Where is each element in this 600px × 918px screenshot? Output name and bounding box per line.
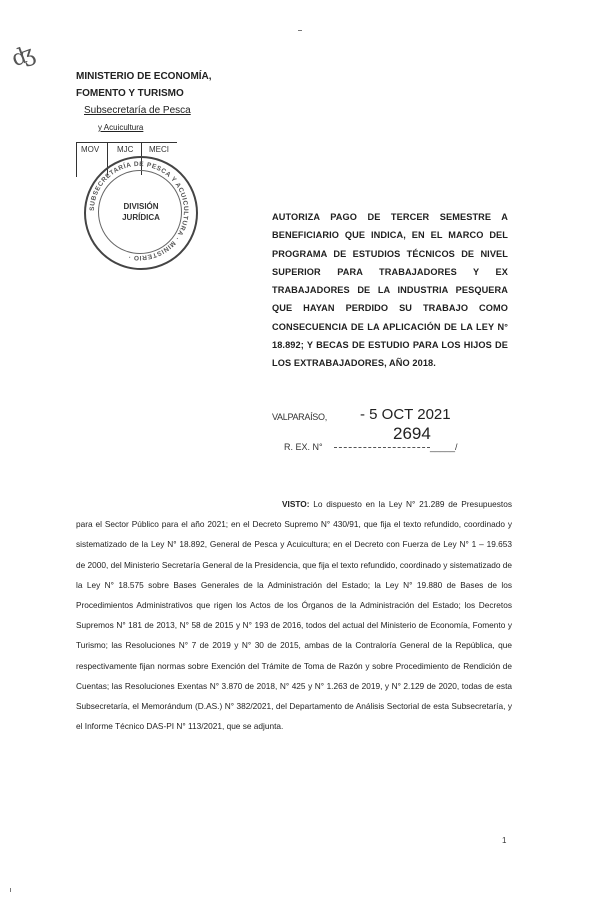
routing-col-2: MJC: [117, 145, 134, 154]
seal-center-line-1: DIVISIÓN: [123, 202, 159, 211]
official-seal-stamp: [84, 156, 198, 270]
institution-header: [76, 68, 226, 136]
routing-col-3: MECI: [149, 145, 169, 154]
scan-mark: [298, 30, 302, 31]
city: VALPARAÍSO,: [272, 412, 327, 422]
visto-label: VISTO:: [282, 499, 310, 509]
seal-center-line-2: JURÍDICA: [122, 213, 160, 222]
resolution-label: R. EX. N°: [284, 442, 323, 452]
page-number: 1: [502, 836, 507, 845]
handwritten-mark: ʤ: [8, 40, 39, 73]
svg-text:SUBSECRETARÍA DE PESCA Y ACUIC: SUBSECRETARÍA DE PESCA Y ACUICULTURA · MINISTERIO ·: [88, 160, 190, 262]
visto-text: Lo dispuesto en la Ley N° 21.289 de Presupuestos para el Sector Público para el año 2021; en el Decreto Supremo N° 430/91, que fija el texto refundido, coordinado y sistematizado de la Ley N° 18.892, General de Pesca y Acuicultura; en el Decreto con Fuerza de Ley N° 1 – 19.653 de 2000, del Ministerio Secretaría General de la Presidencia, que fija el texto refundido, coordinado y sistematizado de la Ley N° 18.575 sobre Bases Generales de la Administración del Estado; la Ley N° 19.880 de Bases de los Procedimientos Administrativos que rigen los Actos de los Órganos de la Administración del Estado; los Decretos Supremos N° 181 de 2013, N° 58 de 2015 y N° 193 de 2016, todos del actual del Ministerio de Economía, Fomento y Turismo; las Resoluciones N° 7 de 2019 y N° 30 de 2015, ambas de la Contraloría General de la República, que respectivamente fijan normas sobre Exención del Trámite de Toma de Razón y sobre Procedimiento de Rendición de Cuentas; las Resoluciones Exentas N° 3.870 de 2018, N° 425 y N° 1.263 de 2019, y N° 2.129 de 2020, todas de esta Subsecretaría, el Memorándum (D.AS.) N° 382/2021, del Departamento de Análisis Sectorial de esta Subsecretaría, y el Informe Técnico DAS-PI N° 113/2021, que se adjunta.: [76, 499, 512, 732]
place-and-date: [272, 406, 512, 426]
subsecretariat-line: Subsecretaría de Pesca: [84, 105, 191, 116]
subsecretariat-line-2: y Acuicultura: [98, 123, 144, 132]
resolution-number-value: 2694: [393, 424, 431, 443]
resolution-title: AUTORIZA PAGO DE TERCER SEMESTRE A BENEFICIARIO QUE INDICA, EN EL MARCO DEL PROGRAMA DE ESTUDIOS TÉCNICOS DE NIVEL SUPERIOR PARA TRABAJADORES Y EX TRABAJADORES DE LA INDUSTRIA PESQUERA QUE HAYAN PERDIDO SU TRABAJO COMO CONSECUENCIA DE LA APLICACIÓN DE LA LEY N° 18.892; Y BECAS DE ESTUDIO PARA LOS HIJOS DE LOS EXTRABAJADORES, AÑO 2018.: [272, 212, 508, 369]
scan-mark: [10, 888, 11, 892]
visto-paragraph: [76, 494, 512, 736]
ministry-line-1: MINISTERIO DE ECONOMÍA,: [76, 71, 212, 82]
resolution-number: [272, 424, 512, 454]
date-stamp: - 5 OCT 2021: [360, 406, 451, 423]
resolution-tail: _____/: [430, 442, 458, 452]
ministry-line-2: FOMENTO Y TURISMO: [76, 88, 184, 99]
resolution-number-line: [334, 447, 430, 448]
routing-col-1: MOV: [81, 145, 100, 154]
